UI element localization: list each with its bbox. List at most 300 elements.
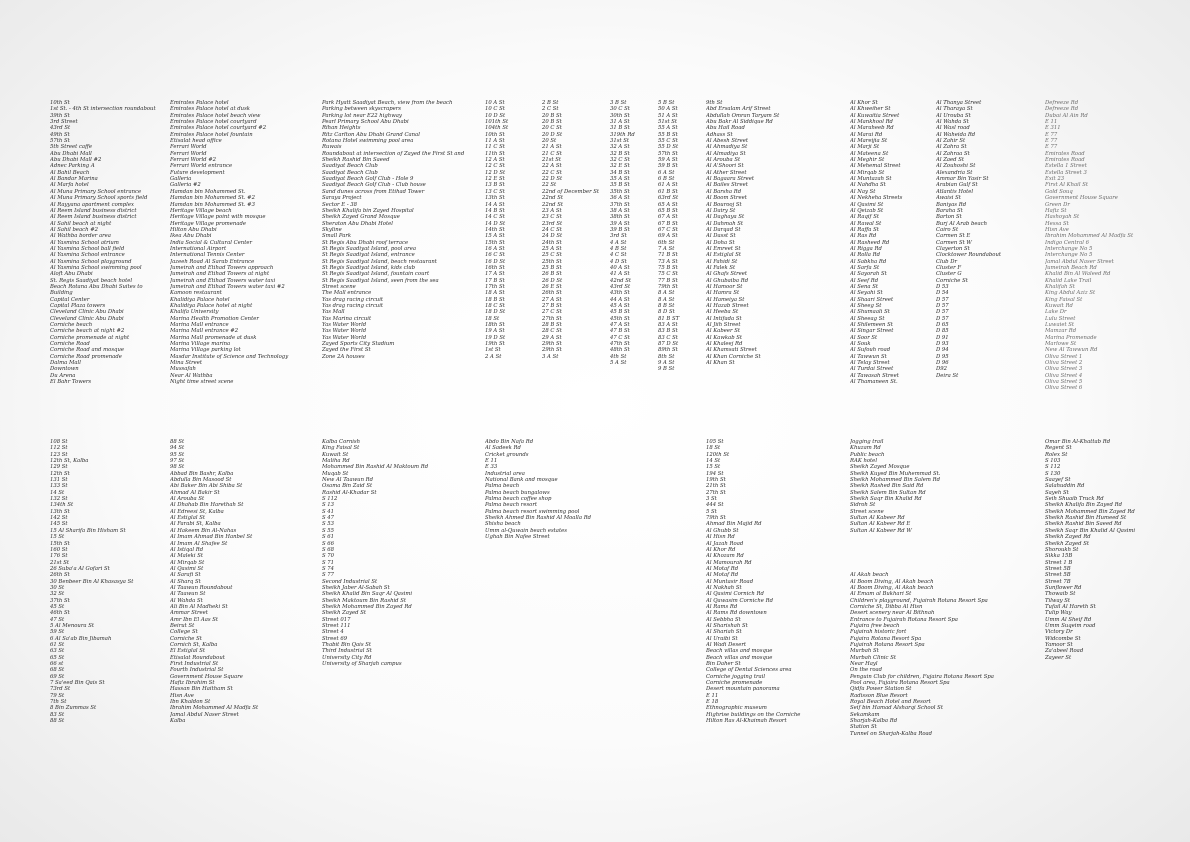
index-entry: 47 A St bbox=[610, 322, 630, 329]
index-entry: Al Khan St bbox=[706, 360, 735, 367]
index-entry: E 11 bbox=[706, 692, 719, 699]
index-entry: Al Dhahab Bin Harethah St bbox=[170, 502, 244, 509]
index-entry: Al Intifada St bbox=[706, 315, 742, 322]
index-entry: Sidroh St bbox=[850, 502, 876, 509]
index-entry: 29th St bbox=[542, 341, 562, 348]
index-entry: Saadiyat Beach Golf Club - Club house bbox=[322, 182, 426, 189]
index-entry: Palma beach bbox=[485, 483, 520, 490]
index-entry: D 57 bbox=[936, 303, 949, 309]
index-entry: 37th St bbox=[610, 201, 630, 208]
index-entry: 22nd St bbox=[542, 201, 563, 208]
index-entry: Sheikh Rashed Bin Said Rd bbox=[850, 483, 924, 490]
index-entry: Du Arena bbox=[50, 372, 76, 379]
index-entry: Public beach bbox=[850, 451, 885, 458]
index-entry: Yas Water World bbox=[322, 334, 367, 341]
index-entry: Saadiyat Beach Club bbox=[322, 163, 378, 170]
index-entry: 6 B St bbox=[658, 176, 675, 183]
index-entry: Oliva Street 1 bbox=[1045, 353, 1083, 360]
index-entry: Heritage Village beach bbox=[170, 207, 232, 214]
index-entry: Dalma Mall bbox=[50, 360, 81, 367]
index-entry: Al Yasmina School ball field bbox=[50, 245, 125, 252]
index-entry: New Al Taawun Rd bbox=[322, 477, 374, 484]
index-entry: On the road bbox=[850, 667, 883, 674]
index-entry: S 103 bbox=[1045, 458, 1061, 465]
index-entry: 8 A St bbox=[658, 290, 675, 297]
index-entry: Sheikh Khalifa Bin Zayed Rd bbox=[1045, 502, 1122, 509]
index-entry: 120th St bbox=[706, 451, 730, 458]
index-entry: 129 St bbox=[50, 464, 68, 471]
index-entry: Palma beach bungalows bbox=[485, 489, 550, 496]
index-entry: Ibrahim Mohammed Al Madfa St bbox=[1045, 233, 1134, 240]
index-entry: 73rd St bbox=[50, 686, 71, 693]
index-entry: Al Qeizab St bbox=[850, 207, 884, 214]
bottom-column bbox=[322, 439, 482, 667]
index-entry: 79 St bbox=[50, 692, 65, 699]
index-entry: E 11 bbox=[485, 458, 498, 465]
index-entry: Corniche beach bbox=[50, 322, 93, 329]
index-entry: 32 St bbox=[50, 591, 65, 598]
index-entry: 15 A St bbox=[485, 233, 505, 240]
index-entry: Heritage Village promenade bbox=[170, 220, 247, 227]
index-entry: Khalifah St bbox=[1045, 283, 1075, 290]
index-entry: Penguin Club for children, Fujaira Rotana Resort Spa bbox=[850, 673, 994, 680]
index-entry: Al Ghafs Street bbox=[706, 271, 748, 278]
index-entry: Khalid Bin Al Waleed Rd bbox=[1045, 271, 1111, 278]
index-entry: 16 C St bbox=[485, 252, 505, 259]
index-entry: Skyline bbox=[322, 226, 342, 233]
index-entry: Emirates Road bbox=[1045, 157, 1085, 164]
index-entry: Shoroukh St bbox=[1045, 546, 1079, 553]
index-entry: Marina Health Promotion Center bbox=[170, 315, 259, 322]
index-entry: Fujairah historic fort bbox=[850, 629, 907, 636]
index-entry: Pool area, Fujaira Rotana Resort Spa bbox=[850, 680, 950, 687]
index-entry: Barton St bbox=[936, 214, 962, 221]
index-entry: Children's playground, Fujairah Rotana Resort Spa bbox=[850, 597, 988, 604]
index-entry: 444 St bbox=[706, 502, 724, 509]
index-entry: Tulip Way bbox=[1045, 610, 1072, 617]
index-entry: Maliha Rd bbox=[322, 458, 350, 465]
index-entry: Al Tawwun St bbox=[850, 353, 887, 360]
index-entry: Al Sheeag St bbox=[850, 315, 885, 322]
index-entry: 22nd St bbox=[542, 195, 563, 202]
index-entry: 79th St bbox=[658, 283, 678, 290]
index-entry: Al Emam al Bukhari St bbox=[850, 591, 912, 598]
index-entry: 26th St bbox=[542, 290, 562, 297]
index-entry: Al Rawal St bbox=[850, 220, 882, 227]
index-entry: 37th St bbox=[50, 597, 70, 604]
index-entry: 6 A St bbox=[658, 169, 675, 176]
index-entry: 47 St bbox=[50, 616, 65, 623]
index-entry: Al Khaleej Rd bbox=[706, 341, 743, 348]
index-entry: Ali Bin Al Madheki St bbox=[170, 603, 228, 610]
index-entry: Al Kuwaitia Street bbox=[850, 112, 900, 119]
index-entry: Al Khozam Rd bbox=[706, 553, 744, 560]
index-entry: Abu Hail Road bbox=[706, 125, 745, 132]
index-entry: St Regis Saadiyat Island, entrance bbox=[322, 252, 415, 259]
index-entry: Al Hakeem Bin Al-Nahas bbox=[170, 527, 237, 534]
index-entry: Al Reem Island business district bbox=[50, 207, 137, 214]
index-entry: E 77 bbox=[1045, 131, 1058, 138]
index-entry: 3 St bbox=[706, 496, 717, 503]
index-entry: Khalidiya Palace hotel at night bbox=[170, 303, 253, 309]
index-entry: Hamdan bin Mohammed St. bbox=[170, 188, 246, 195]
index-entry: 18 St bbox=[706, 445, 721, 452]
index-entry: 14 A St bbox=[485, 201, 505, 208]
index-entry: Street 4 bbox=[322, 629, 344, 636]
index-entry: Al Estiglal St bbox=[170, 515, 205, 522]
index-entry: Al Sarfa St bbox=[850, 264, 880, 271]
index-entry: Al Hameiya St bbox=[706, 296, 745, 303]
index-entry: 39 B St bbox=[610, 226, 630, 233]
index-entry: 12 D St bbox=[485, 169, 506, 176]
index-entry: College of Dental Sciences area bbox=[706, 667, 792, 674]
index-entry: 59 B St bbox=[658, 163, 678, 170]
index-entry: 88 St bbox=[170, 439, 185, 445]
index-entry: 65 A St bbox=[658, 201, 678, 208]
index-entry: Al Reem Island business district bbox=[50, 214, 137, 221]
index-entry: Al Tawasah Street bbox=[850, 372, 899, 379]
index-entry: 5 A St bbox=[610, 360, 627, 367]
index-entry: 15th St bbox=[485, 239, 505, 246]
index-entry: 9th St bbox=[706, 100, 723, 106]
index-entry: Al Kawkab St bbox=[706, 334, 743, 341]
index-entry: Mamzar Rd bbox=[1045, 328, 1077, 335]
index-entry: D 91 bbox=[936, 334, 949, 341]
index-entry: 34 B St bbox=[610, 169, 630, 176]
index-entry: Al Sena St bbox=[850, 283, 878, 290]
index-entry: Hessa St bbox=[1045, 220, 1069, 227]
index-entry: Hisn Ave bbox=[170, 692, 194, 699]
index-entry: Al Bandar Marina bbox=[50, 176, 98, 183]
index-entry: Muqab St bbox=[322, 470, 349, 477]
index-entry: 83 A St bbox=[658, 322, 678, 329]
index-entry: 22 St bbox=[542, 182, 557, 189]
index-entry: 29 A St bbox=[542, 334, 562, 341]
index-entry: E 77 bbox=[1045, 138, 1058, 145]
index-entry: 45 St bbox=[50, 603, 65, 610]
index-entry: Al Khor Rd bbox=[706, 546, 736, 553]
index-entry: 11 C St bbox=[485, 144, 505, 151]
index-entry: Ahmad Al Bakir St bbox=[170, 489, 220, 496]
index-entry: 14 B St bbox=[485, 207, 505, 214]
index-entry: Arabian Gulf St bbox=[936, 182, 978, 189]
index-entry: Al Soor St bbox=[850, 334, 878, 341]
index-entry: Corniche Road and mosque bbox=[50, 347, 124, 354]
index-entry: 63 St bbox=[50, 648, 65, 655]
index-entry: Masdar Institute of Science and Technology bbox=[170, 353, 289, 360]
index-entry: 176 St bbox=[50, 553, 68, 560]
index-entry: 131 St bbox=[50, 477, 68, 484]
index-entry: Al Daghaya St bbox=[706, 214, 745, 221]
index-entry: S 70 bbox=[322, 553, 335, 560]
index-entry: The Mall entrance bbox=[322, 290, 372, 297]
index-entry: 18 B St bbox=[485, 296, 505, 303]
index-entry: 3 B St bbox=[610, 100, 627, 106]
index-entry: Al Akah beach bbox=[850, 572, 889, 579]
index-entry: Kuwait Rd bbox=[1045, 303, 1073, 309]
index-entry: 123 St bbox=[50, 451, 68, 458]
index-entry: 65 St bbox=[50, 654, 65, 661]
index-entry: Al Ather Street bbox=[706, 169, 747, 176]
index-entry: Exit 23 bbox=[1045, 176, 1065, 183]
index-entry: Sheikh Zayed Grand Mosque bbox=[322, 214, 400, 221]
top-column bbox=[1045, 100, 1165, 392]
index-entry: Al Taawun St bbox=[170, 591, 206, 598]
index-entry: 112 St bbox=[50, 445, 68, 452]
index-entry: Yas drag racing circuit bbox=[322, 296, 384, 303]
index-entry: Al Maleki St bbox=[170, 553, 203, 560]
index-entry: Beirut St bbox=[170, 622, 195, 629]
index-entry: New Al Tawwun Rd bbox=[1045, 347, 1098, 354]
index-entry: Al Uraibi St bbox=[706, 635, 738, 642]
index-entry: Al Zahra St bbox=[936, 144, 967, 151]
index-entry: Corniche St, Dibba Al Hisn bbox=[850, 603, 923, 610]
top-column bbox=[170, 100, 320, 385]
index-entry: 5 B St bbox=[658, 100, 675, 106]
index-entry: 61 B St bbox=[658, 188, 678, 195]
index-entry: 83 St bbox=[50, 711, 65, 718]
index-entry: Adhass St bbox=[706, 131, 733, 138]
index-entry: 32 B St bbox=[610, 150, 630, 157]
index-entry: Sheikh Mohammed Bin Zayed Rd bbox=[322, 603, 412, 610]
index-entry: Al Bourooj St bbox=[706, 201, 742, 208]
index-entry: India Social & Cultural Center bbox=[170, 239, 253, 246]
index-entry: Al Sharishah St bbox=[706, 622, 748, 629]
index-entry: Oliva Street 3 bbox=[1045, 366, 1083, 373]
index-entry: International Airport bbox=[170, 245, 227, 252]
index-entry: Street 7B bbox=[1045, 578, 1071, 585]
index-entry: Al Mirqab St bbox=[170, 559, 205, 566]
index-entry: Sultan Al Kabeer Rd W bbox=[850, 527, 912, 534]
index-entry: Al Hisn Rd bbox=[706, 534, 735, 541]
index-entry: Al Rasheed Rd bbox=[850, 239, 890, 246]
bottom-column bbox=[850, 439, 1040, 737]
index-entry: Jogging trail bbox=[850, 439, 884, 445]
index-entry: 21st St bbox=[50, 559, 70, 566]
index-entry: Etisalat Roundabout bbox=[170, 654, 225, 661]
index-entry: Fujairah Rotana Resort Spa bbox=[850, 642, 925, 648]
index-entry: Street 69 bbox=[322, 635, 348, 642]
index-entry: S 55 bbox=[322, 527, 335, 534]
index-entry: Al Arouba St bbox=[170, 496, 205, 503]
index-entry: 30th St bbox=[610, 112, 630, 119]
index-entry: St Regis Saadiyat Island, fountain court bbox=[322, 271, 430, 278]
index-entry: 20 C St bbox=[542, 125, 562, 132]
index-entry: 50 A St bbox=[658, 106, 678, 113]
index-entry: Street 017 bbox=[322, 616, 351, 623]
index-entry: Fujaira free beach bbox=[850, 622, 900, 629]
index-entry: Al Khor St bbox=[850, 100, 878, 106]
index-entry: Sekamkam bbox=[850, 711, 880, 718]
index-entry: National Bank and mosque bbox=[485, 477, 558, 484]
index-entry: 15 Al Sharifa Bin Hisham St bbox=[50, 527, 126, 534]
index-entry: Downtown bbox=[50, 366, 79, 373]
index-entry: 27 B St bbox=[542, 303, 562, 309]
index-entry: Al Rams Rd bbox=[706, 603, 738, 610]
index-entry: Murbah St bbox=[850, 648, 879, 655]
index-entry: Al Nay St bbox=[850, 188, 876, 195]
index-entry: Ibrahim Mohammed Al Madfa St bbox=[170, 705, 259, 712]
index-entry: 4th St bbox=[610, 353, 627, 360]
index-entry: 57th St bbox=[50, 138, 70, 145]
index-entry: Al Bahil Beach bbox=[50, 169, 90, 176]
index-entry: 35th St bbox=[610, 188, 630, 195]
index-entry: Sheikh Mohammed Bin Salem Rd bbox=[850, 477, 940, 484]
index-entry: 20 B St bbox=[542, 112, 562, 119]
index-entry: Al Muntazah St bbox=[850, 176, 892, 183]
index-entry: 142 St bbox=[50, 515, 68, 522]
index-entry: Rotana Hotel swimming pool area bbox=[322, 138, 414, 145]
index-entry: Sheikh Rashid Bin Saeed bbox=[322, 157, 390, 164]
index-entry: Yas Mall bbox=[322, 309, 345, 316]
index-entry: Jumeirah and Etihad Towers water taxi #2 bbox=[170, 283, 285, 290]
index-entry: 47 C St bbox=[610, 334, 630, 341]
index-entry: D 85 bbox=[936, 328, 949, 335]
index-entry: Roundabout at intersection of Zayed the First St and bbox=[322, 150, 465, 157]
index-entry: Al Imam Al Shafee St bbox=[170, 540, 228, 547]
index-entry: Al Almadiya St bbox=[706, 150, 746, 157]
index-entry: 68 St bbox=[50, 667, 65, 674]
index-entry: Sharjah-Kalba Rd bbox=[850, 718, 898, 725]
index-entry: Marina Promenade bbox=[1045, 334, 1097, 341]
index-entry: Al Doha St bbox=[706, 239, 735, 246]
index-entry: 18 St bbox=[485, 315, 500, 322]
index-entry: 55 C St bbox=[658, 138, 678, 145]
index-entry: 31 B St bbox=[610, 125, 630, 132]
index-entry: 51 A St bbox=[658, 112, 678, 119]
index-entry: Green Dr bbox=[1045, 201, 1070, 208]
top-column bbox=[485, 100, 540, 360]
index-entry: Al Imam Ahmad Bin Hanbel St bbox=[170, 534, 253, 541]
index-entry: 8 Bin Zummas St bbox=[50, 705, 97, 712]
index-entry: Al Yasmina School atrium bbox=[50, 239, 119, 246]
index-entry: Al Shumaali St bbox=[850, 309, 890, 316]
index-entry: Bin Daher St bbox=[706, 661, 741, 668]
index-entry: 44 A St bbox=[610, 296, 630, 303]
bottom-column bbox=[50, 439, 168, 724]
index-entry: Marina Mall entrance bbox=[170, 322, 229, 329]
bottom-column bbox=[1045, 439, 1185, 661]
index-entry: Corniche promenade at night bbox=[50, 334, 130, 341]
index-entry: 45th St bbox=[610, 315, 630, 322]
index-entry: Marlowe St bbox=[1045, 341, 1077, 348]
index-entry: Al Farabi St, Kalba bbox=[170, 521, 221, 528]
index-entry: Al Tharaya St bbox=[936, 106, 973, 113]
index-entry: Yas Marina circuit bbox=[322, 315, 372, 322]
index-entry: King Faisal St bbox=[322, 445, 360, 452]
index-entry: Sheikh Kuyed Bin Muhemmad St. bbox=[850, 470, 941, 477]
index-entry: Al Seyahi St bbox=[850, 290, 883, 297]
index-entry: 40 A St bbox=[610, 264, 630, 271]
index-entry: 94 St bbox=[170, 445, 185, 452]
index-entry: Fourth Industrial St bbox=[170, 667, 224, 674]
index-entry: 83 C St bbox=[658, 334, 678, 341]
index-entry: 13th St bbox=[50, 508, 70, 515]
index-entry: Al Khamsati Street bbox=[706, 347, 757, 354]
index-entry: Oliva Street 6 bbox=[1045, 385, 1083, 392]
index-entry: 89th St bbox=[658, 347, 678, 354]
index-entry: D 65 bbox=[936, 322, 949, 329]
index-entry: 83 B St bbox=[658, 328, 678, 335]
index-entry: 31 A St bbox=[610, 119, 630, 126]
index-entry: Yas Water World bbox=[322, 328, 367, 335]
index-entry: 65 B St bbox=[658, 207, 678, 214]
index-entry: 17 A St bbox=[485, 271, 505, 278]
index-entry: 69 St bbox=[50, 673, 65, 680]
index-entry: 14 C St bbox=[485, 214, 505, 221]
index-entry: Alexandria St bbox=[936, 169, 973, 176]
index-entry: Carmen St W bbox=[936, 239, 972, 246]
index-entry: Lulu Street bbox=[1045, 315, 1076, 322]
index-entry: S 112 bbox=[1045, 464, 1061, 471]
index-entry: Al Thamaneen St. bbox=[850, 379, 898, 386]
index-entry: 14 St bbox=[50, 489, 65, 496]
index-entry: 87 D St bbox=[658, 341, 679, 348]
index-entry: Al Zaed St bbox=[936, 157, 965, 164]
index-entry: Emirates Palace hotel bbox=[170, 100, 229, 106]
index-entry: 6 Al Sa'ab Bin Jibamah bbox=[50, 635, 112, 642]
index-entry: Al Darqad St bbox=[706, 226, 741, 233]
index-entry: Sikka 15B bbox=[1045, 553, 1073, 560]
bottom-column bbox=[706, 439, 846, 724]
index-entry: Ibn Khaldon St bbox=[170, 699, 211, 706]
index-entry: 16th St bbox=[485, 264, 505, 271]
index-entry: Second Industrial St bbox=[322, 578, 378, 585]
index-entry: Al Sheeg St bbox=[850, 303, 882, 309]
index-entry: Clayerton St bbox=[936, 245, 970, 252]
index-entry: 194 St bbox=[706, 470, 724, 477]
index-entry: Osama Bin Zaid St bbox=[322, 483, 373, 490]
index-entry: 18 C St bbox=[485, 303, 505, 309]
index-entry: St Regis Abu Dhabi roof terrace bbox=[322, 239, 409, 246]
index-entry: Hilton Abu Dhabi bbox=[170, 226, 217, 233]
index-entry: Al Telay Street bbox=[850, 360, 890, 367]
index-entry: D92 bbox=[936, 366, 947, 373]
index-entry: Zone 2A houses bbox=[322, 353, 365, 360]
index-entry: 43rd St bbox=[610, 283, 631, 290]
index-entry: International Tennis Center bbox=[170, 252, 245, 259]
index-entry: Al Abesh Street bbox=[706, 138, 749, 145]
index-entry: 30 C St bbox=[610, 106, 630, 113]
index-entry: Defreeze Rd bbox=[1045, 100, 1079, 106]
index-entry: Sheikh Maktoum Bin Rashid St bbox=[322, 597, 407, 604]
index-entry: 22 A St bbox=[542, 163, 562, 170]
index-entry: 27th St bbox=[706, 489, 726, 496]
index-entry: Al Arouba St bbox=[706, 157, 741, 164]
index-entry: Al Hazab Street bbox=[706, 303, 749, 309]
index-entry: 24th St bbox=[542, 239, 562, 246]
index-entry: Amr Ibn El Aas St bbox=[170, 616, 219, 623]
index-entry: Abu Bakr Al Siddique Rd bbox=[706, 119, 773, 126]
index-entry: Al Turdai Street bbox=[850, 366, 894, 373]
index-entry: 11 A St bbox=[485, 138, 505, 145]
index-entry: 49th St bbox=[50, 131, 70, 138]
index-entry: Al Zahraa St bbox=[936, 150, 970, 157]
index-entry: Sheikh Zayed Mosque bbox=[850, 464, 910, 471]
index-entry: Yamoor St bbox=[1045, 642, 1073, 648]
index-entry: Al Sahil beach at night bbox=[50, 220, 112, 227]
index-entry: 75 C St bbox=[658, 271, 678, 278]
index-entry: Al Mareijia St bbox=[850, 138, 888, 145]
index-entry: 26 Suba'a Al Gofari St bbox=[50, 565, 110, 572]
index-entry: Clocktower Roundabout bbox=[936, 252, 1001, 259]
index-entry: Dubai Al Ain Rd bbox=[1045, 112, 1088, 119]
index-entry: 4 D St bbox=[610, 258, 627, 265]
index-entry: El Estiglal St bbox=[170, 648, 206, 655]
index-entry: Cluster F bbox=[936, 264, 962, 271]
index-entry: 29th St bbox=[542, 347, 562, 354]
index-entry: 51st St bbox=[658, 119, 678, 126]
